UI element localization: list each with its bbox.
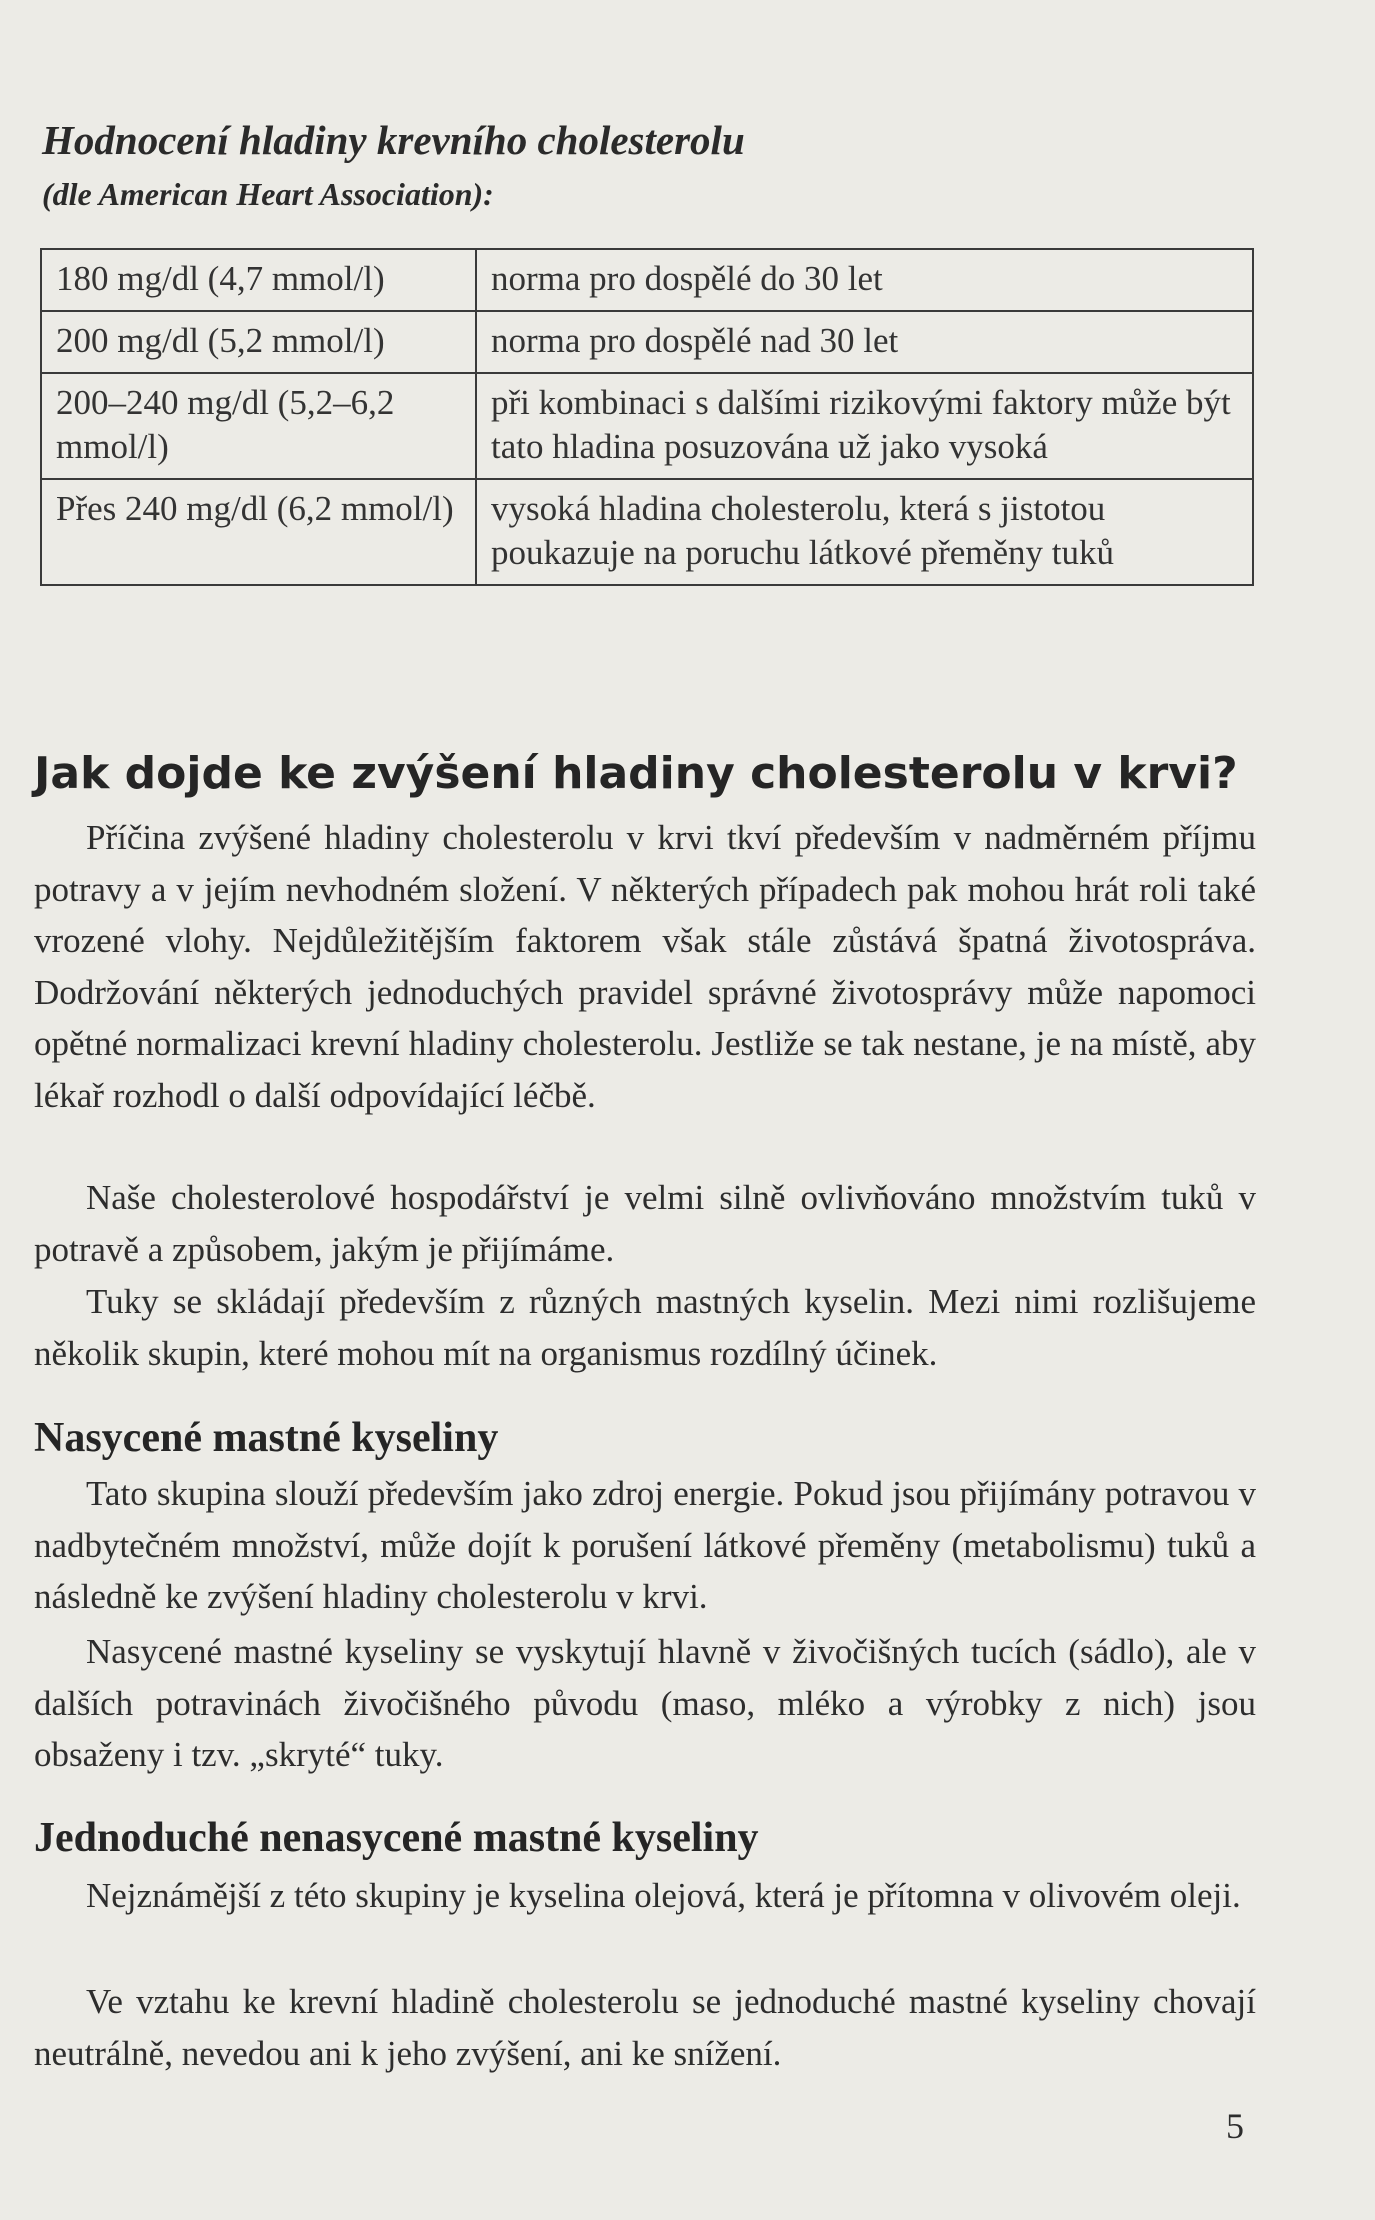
- level-cell: Přes 240 mg/dl (6,2 mmol/l): [41, 479, 476, 585]
- table-row: [41, 311, 1253, 373]
- meaning-cell: při kombinaci s dalšími rizikovými faktory může být tato hladina posuzována už jako vysoká: [476, 373, 1253, 479]
- table-row: [41, 249, 1253, 311]
- paragraph: Tuky se skládají především z různých mastných kyselin. Mezi nimi rozlišujeme několik skupin, které mohou mít na organismus rozdílný účinek.: [34, 1282, 1256, 1373]
- cholesterol-levels-table: [40, 248, 1254, 586]
- section-heading: Jak dojde ke zvýšení hladiny cholesterolu v krvi?: [34, 748, 1238, 799]
- paragraph: Ve vztahu ke krevní hladině cholesterolu se jednoduché mastné kyseliny chovají neutrálně, nevedou ani k jeho zvýšení, ani ke snížení.: [34, 1982, 1256, 2073]
- table-subtitle: (dle American Heart Association):: [42, 176, 494, 212]
- level-cell: 200 mg/dl (5,2 mmol/l): [41, 311, 476, 373]
- table-title: Hodnocení hladiny krevního cholesterolu: [42, 117, 745, 163]
- section-heading: Jednoduché nenasycené mastné kyseliny: [34, 1815, 759, 1861]
- meaning-cell: norma pro dospělé nad 30 let: [476, 311, 1253, 373]
- section-heading: Nasycené mastné kyseliny: [34, 1415, 499, 1461]
- page-number: 5: [1226, 2106, 1244, 2146]
- paragraph: Naše cholesterolové hospodářství je velmi silně ovlivňováno množstvím tuků v potravě a způsobem, jakým je přijímáme.: [34, 1178, 1256, 1269]
- table-row: [41, 373, 1253, 479]
- meaning-cell: vysoká hladina cholesterolu, která s jistotou poukazuje na poruchu látkové přeměny tuků: [476, 479, 1253, 585]
- level-cell: 200–240 mg/dl (5,2–6,2 mmol/l): [41, 373, 476, 479]
- paragraph: Tato skupina slouží především jako zdroj energie. Pokud jsou přijímány potravou v nadbytečném množství, může dojít k porušení látkové přeměny (metabolismu) tuků a následně ke zvýšení hladiny cholesterolu v krvi.: [34, 1474, 1256, 1616]
- table-row: [41, 479, 1253, 585]
- paragraph: Nasycené mastné kyseliny se vyskytují hlavně v živočišných tucích (sádlo), ale v dalších potravinách živočišného původu (maso, mléko a výrobky z nich) jsou obsaženy i tzv. „skryté“ tuky.: [34, 1632, 1256, 1774]
- book-page: [34, 0, 1256, 2220]
- level-cell: 180 mg/dl (4,7 mmol/l): [41, 249, 476, 311]
- meaning-cell: norma pro dospělé do 30 let: [476, 249, 1253, 311]
- paragraph: Příčina zvýšené hladiny cholesterolu v krvi tkví především v nadměrném příjmu potravy a v jejím nevhodném složení. V některých případech pak mohou hrát roli také vrozené vlohy. Nejdůležitějším faktorem však stále zůstává špatná životospráva. Dodržování některých jednoduchých pravidel správné životosprávy může napomoci opětné normalizaci krevní hladiny cholesterolu. Jestliže se tak nestane, je na místě, aby lékař rozhodl o další odpovídající léčbě.: [34, 818, 1256, 1115]
- paragraph: Nejznámější z této skupiny je kyselina olejová, která je přítomna v olivovém oleji.: [86, 1876, 1241, 1915]
